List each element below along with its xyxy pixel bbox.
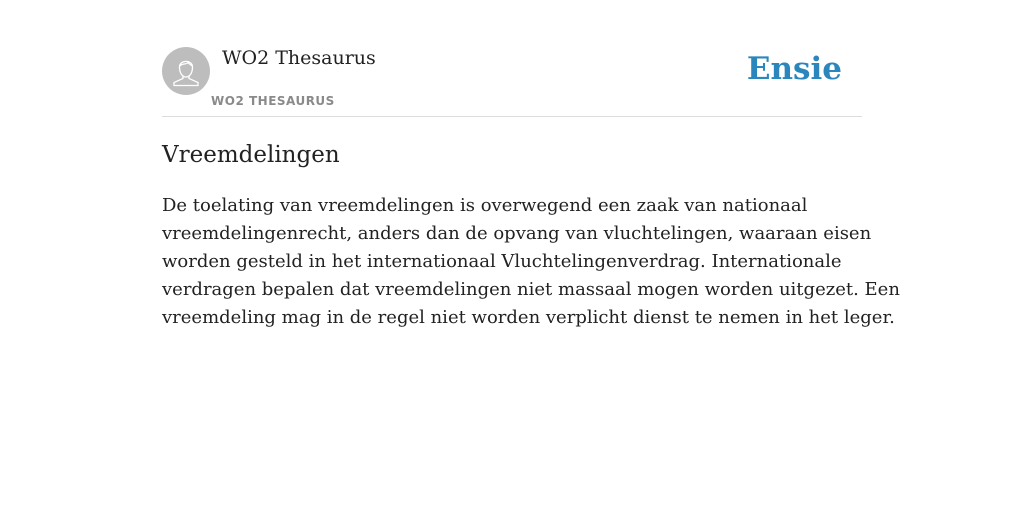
article-body-line: De toelating van vreemdelingen is overwegend een zaak van nationaal	[162, 195, 808, 216]
article-body-line: verdragen bepalen dat vreemdelingen niet massaal mogen worden uitgezet. Een	[162, 279, 900, 300]
author-name[interactable]: WO2 Thesaurus	[222, 47, 376, 69]
article-body	[162, 192, 900, 332]
user-silhouette-icon	[162, 47, 210, 95]
article-body-line: vreemdelingenrecht, anders dan de opvang van vluchtelingen, waaraan eisen	[162, 223, 872, 244]
article-body-line: worden gesteld in het internationaal Vluchtelingenverdrag. Internationale	[162, 251, 842, 272]
author-tag[interactable]: WO2 THESAURUS	[211, 94, 335, 108]
article-body-line: vreemdeling mag in de regel niet worden verplicht dienst te nemen in het leger.	[162, 307, 895, 328]
brand-logo[interactable]: Ensie	[746, 51, 842, 87]
avatar[interactable]	[162, 47, 210, 95]
page-container	[162, 0, 900, 328]
header	[162, 0, 862, 117]
article-title: Vreemdelingen	[162, 142, 340, 168]
